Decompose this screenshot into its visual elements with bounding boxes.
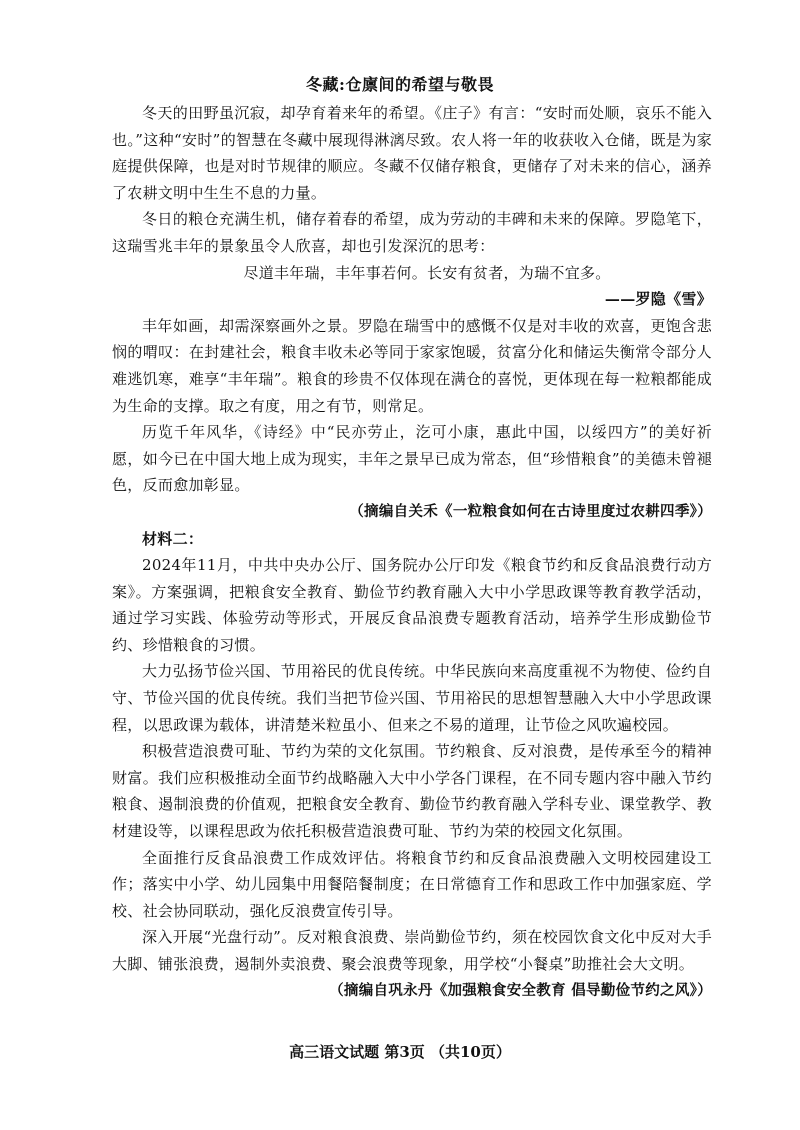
page-footer: 高三语文试题 第3页 （共10页） — [289, 1043, 511, 1061]
paragraph: 深入开展“光盘行动”。反对粮食浪费、崇尚勤俭节约，须在校园饮食文化中反对大手大脚、铺张浪费，遏制外卖浪费、聚会浪费等现象，用学校“小餐桌”助推社会大文明。 — [112, 928, 712, 973]
poem-quote: 尽道丰年瑞，丰年事若何。长安有贫者，为瑞不宜多。 — [243, 263, 611, 282]
material-heading: 材料二： — [142, 529, 204, 548]
paragraph: 冬天的田野虽沉寂，却孕育着来年的希望。《庄子》有言：“安时而处顺，哀乐不能入也。”这种“安时”的智慧在冬藏中展现得淋漓尽致。农人将一年的收获收入仓储，既是为家庭提供保障，也是对时节规律的顺应。冬藏不仅储存粮食，更储存了对未来的信心，涵养了农耕文明中生生不息的力量。 — [112, 104, 712, 202]
paragraph: 大力弘扬节俭兴国、节用裕民的优良传统。中华民族向来高度重视不为物使、俭约自守、节俭兴国的优良传统。我们当把节俭兴国、节用裕民的思想智慧融入大中小学思政课程，以思政课为载体，讲清楚米粒虽小、但来之不易的道理，让节俭之风吹遍校园。 — [112, 662, 712, 734]
paragraph: 丰年如画，却需深察画外之景。罗隐在瑞雪中的感慨不仅是对丰收的欢喜，更饱含悲悯的喟叹：在封建社会，粮食丰收未必等同于家家饱暖，贫富分化和储运失衡常令部分人难逃饥寒，难享“丰年瑞”。粮食的珍贵不仅体现在满仓的喜悦，更体现在每一粒粮都能成为生命的支撑。取之有度，用之有节，则常足。 — [112, 316, 712, 415]
source-citation: （摘编自巩永丹《加强粮食安全教育 倡导勤俭节约之风》） — [329, 981, 712, 999]
source-citation: （摘编自关禾《一粒粮食如何在古诗里度过农耕四季》） — [349, 502, 712, 520]
paragraph: 冬日的粮仓充满生机，储存着春的希望，成为劳动的丰碑和未来的保障。罗隐笔下，这瑞雪兆丰年的景象虽令人欣喜，却也引发深沉的思考： — [112, 210, 712, 255]
article-body — [112, 100, 712, 1004]
paragraph: 积极营造浪费可耻、节约为荣的文化氛围。节约粮食、反对浪费，是传承至今的精神财富。我们应积极推动全面节约战略融入大中小学各门课程，在不同专题内容中融入节约粮食、遏制浪费的价值观，把粮食安全教育、勤俭节约教育融入学科专业、课堂教学、教材建设等，以课程思政为依托积极营造浪费可耻、节约为荣的校园文化氛围。 — [112, 742, 712, 841]
paragraph: 全面推行反食品浪费工作成效评估。将粮食节约和反食品浪费融入文明校园建设工作；落实中小学、幼儿园集中用餐陪餐制度；在日常德育工作和思政工作中加强家庭、学校、社会协同联动，强化反浪费宣传引导。 — [112, 848, 712, 920]
article-title: 冬藏:仓廪间的希望与敬畏 — [306, 75, 494, 94]
paragraph: 历览千年风华，《诗经》中“民亦劳止，汔可小康，惠此中国，以绥四方”的美好祈愿，如今已在中国大地上成为现实，丰年之景早已成为常态，但“珍惜粮食”的美德未曾褪色，反而愈加彰显。 — [112, 423, 712, 495]
paragraph: 2024年11月，中共中央办公厅、国务院办公厅印发《粮食节约和反食品浪费行动方案》。方案强调，把粮食安全教育、勤俭节约教育融入大中小学思政课等教育教学活动，通过学习实践、体验劳动等形式，开展反食品浪费专题教育活动，培养学生形成勤俭节约、珍惜粮食的习惯。 — [112, 556, 712, 654]
poem-attribution: ——罗隐《雪》 — [604, 290, 712, 309]
